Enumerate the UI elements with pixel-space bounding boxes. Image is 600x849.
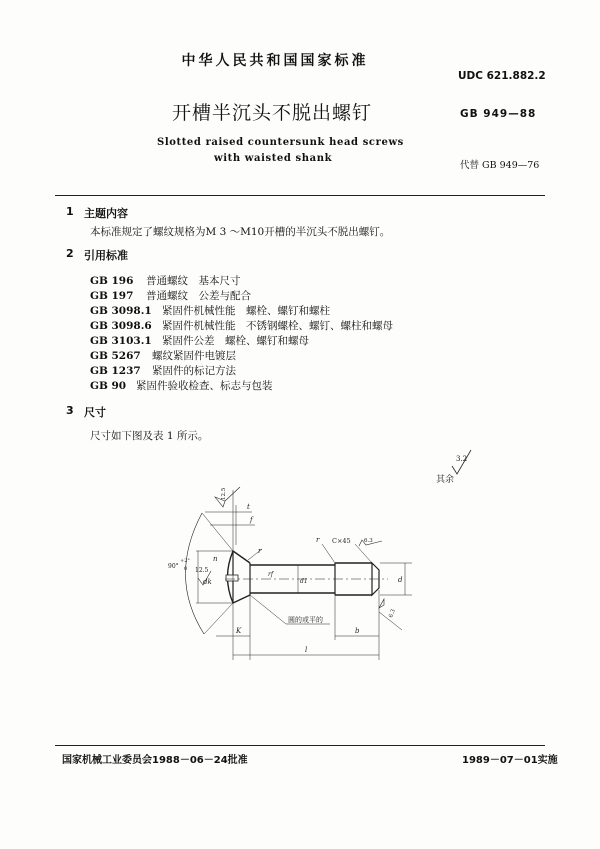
reference-item xyxy=(90,273,241,288)
reference-item xyxy=(90,378,273,393)
reference-desc: 紧固件的标记方法 xyxy=(152,365,236,377)
label-r-shank: r xyxy=(316,536,320,544)
reference-desc: 紧固件公差 螺栓、螺钉和螺母 xyxy=(162,335,309,347)
note-round-or-flat: 圆的或平的 xyxy=(288,616,323,624)
replaces-standard: 代替 GB 949—76 xyxy=(460,160,540,171)
label-d1: d1 xyxy=(300,578,308,585)
reference-code: GB 1237 xyxy=(90,365,141,377)
reference-desc: 紧固件机械性能 螺栓、螺钉和螺柱 xyxy=(162,305,330,317)
label-rf: rf xyxy=(268,571,274,578)
document-title: 开槽半沉头不脱出螺钉 xyxy=(172,102,373,124)
reference-item xyxy=(90,363,236,378)
roughness-head: 12.5 xyxy=(221,487,227,500)
chamfer-label: C×45 xyxy=(332,537,351,545)
reference-desc: 紧固件机械性能 不锈钢螺栓、螺钉、螺柱和螺母 xyxy=(162,320,393,332)
label-n: n xyxy=(213,555,218,563)
label-dk: dk xyxy=(203,578,212,586)
label-d: d xyxy=(398,576,403,584)
roughness-slot: 12.5 xyxy=(195,567,209,574)
reference-code: GB 90 xyxy=(90,380,127,392)
rest-roughness-label: 其余 xyxy=(436,475,455,485)
reference-desc: 普通螺纹 公差与配合 xyxy=(146,290,251,302)
reference-code: GB 5267 xyxy=(90,350,141,362)
footer-rule xyxy=(55,745,545,746)
section-1-number: 1 xyxy=(66,205,74,218)
reference-desc: 紧固件验收检查、标志与包装 xyxy=(136,380,273,392)
section-2-number: 2 xyxy=(66,247,74,260)
udc-code: UDC 621.882.2 xyxy=(458,70,546,82)
reference-item xyxy=(90,288,251,303)
standard-number: GB 949—88 xyxy=(460,108,537,120)
reference-code: GB 3103.1 xyxy=(90,335,152,347)
reference-code: GB 3098.6 xyxy=(90,320,152,332)
reference-item xyxy=(90,318,393,333)
label-t: t xyxy=(247,503,250,511)
section-3-title: 尺寸 xyxy=(84,406,106,419)
label-k: K xyxy=(236,627,242,635)
angle-tol-upper: +2° xyxy=(180,558,190,564)
reference-code: GB 196 xyxy=(90,275,134,287)
reference-code: GB 197 xyxy=(90,290,134,302)
reference-item xyxy=(90,348,236,363)
national-standard-heading: 中华人民共和国国家标准 xyxy=(181,53,369,69)
section-1-body: 本标准规定了螺纹规格为M 3 ～M10开槽的半沉头不脱出螺钉。 xyxy=(90,226,391,238)
rest-roughness-value: 3.2 xyxy=(456,455,468,463)
label-b: b xyxy=(355,627,360,635)
screw-drawing xyxy=(0,440,600,670)
reference-item xyxy=(90,333,309,348)
reference-desc: 普通螺纹 基本尺寸 xyxy=(146,275,241,287)
reference-code: GB 3098.1 xyxy=(90,305,152,317)
reference-item xyxy=(90,303,330,318)
label-f: f xyxy=(250,516,253,524)
english-title-line1: Slotted raised countersunk head screws xyxy=(157,137,404,148)
angle-label: 90° xyxy=(168,563,179,570)
angle-tol-lower: 0 xyxy=(184,566,188,572)
roughness-end: 6.3 xyxy=(388,608,397,619)
roughness-thread: 6.3 xyxy=(364,538,373,544)
reference-desc: 螺纹紧固件电镀层 xyxy=(152,350,236,362)
section-3-number: 3 xyxy=(66,404,74,417)
section-2-title: 引用标准 xyxy=(84,249,128,262)
section-1-title: 主题内容 xyxy=(84,207,128,220)
section-3-body: 尺寸如下图及表 1 所示。 xyxy=(90,430,209,442)
header-rule xyxy=(55,195,545,196)
label-l: l xyxy=(305,646,308,654)
issued-date: 国家机械工业委员会1988－06－24批准 xyxy=(62,755,248,766)
effective-date: 1989－07－01实施 xyxy=(462,755,558,766)
english-title-line2: with waisted shank xyxy=(214,153,333,164)
label-r-head: r xyxy=(258,547,262,555)
